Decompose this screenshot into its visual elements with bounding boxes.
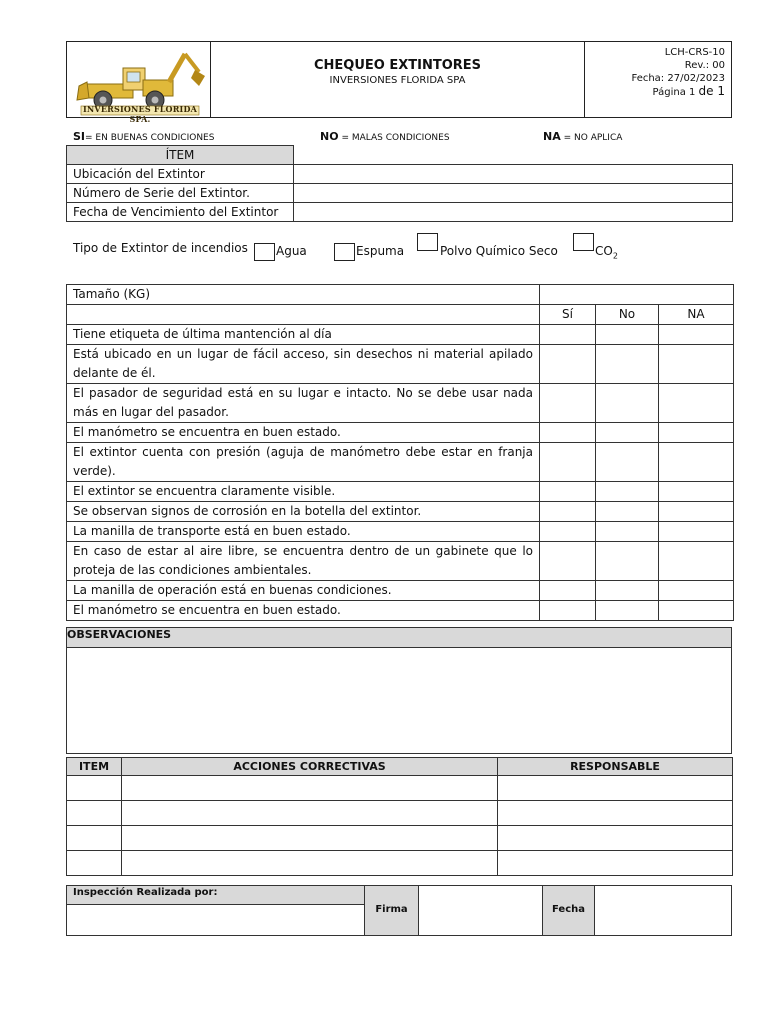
type-option-co2 <box>595 244 618 260</box>
document-code: LCH-CRS-10 <box>664 47 725 58</box>
type-option-espuma: Espuma <box>356 244 405 258</box>
document-meta <box>585 42 731 117</box>
checklist-question: El extintor cuenta con presión (aguja de manómetro debe estar en franja verde). <box>67 443 540 482</box>
answer-si-cell[interactable] <box>540 522 596 542</box>
answer-si-cell[interactable] <box>540 601 596 621</box>
answer-si-cell[interactable] <box>540 423 596 443</box>
action-responsible-cell[interactable] <box>498 826 733 851</box>
info-table <box>66 145 733 222</box>
document-date: Fecha: 27/02/2023 <box>631 73 725 84</box>
legend-si <box>73 130 214 143</box>
type-checkbox-co2[interactable] <box>573 233 594 251</box>
answer-si-cell[interactable] <box>540 482 596 502</box>
observations-title: OBSERVACIONES <box>67 628 731 648</box>
checklist-row <box>67 482 734 502</box>
co2-subscript: 2 <box>612 251 618 261</box>
observations-field[interactable] <box>67 648 731 754</box>
signature-field[interactable] <box>419 886 543 935</box>
answer-no-cell[interactable] <box>596 325 659 345</box>
inspected-by-label: Inspección Realizada por: <box>73 887 218 898</box>
type-checkbox-agua[interactable] <box>254 243 275 261</box>
answer-si-cell[interactable] <box>540 384 596 423</box>
action-responsible-cell[interactable] <box>498 776 733 801</box>
inspector-name-field[interactable] <box>67 905 365 935</box>
page-indicator <box>585 85 725 99</box>
col-si: Sí <box>540 305 596 325</box>
type-label: Tipo de Extintor de incendios <box>73 241 248 255</box>
checklist-question: La manilla de operación está en buenas condiciones. <box>67 581 540 601</box>
document-header <box>66 41 732 124</box>
company-name: INVERSIONES FLORIDA SPA <box>329 75 466 86</box>
answer-na-cell[interactable] <box>659 522 734 542</box>
legend-si-text: = EN BUENAS CONDICIONES <box>85 133 215 143</box>
checklist-table <box>66 284 734 621</box>
checklist-question: La manilla de transporte está en buen estado. <box>67 522 540 542</box>
actions-col-responsible: RESPONSABLE <box>498 758 733 776</box>
action-description-cell[interactable] <box>122 776 498 801</box>
checklist-row <box>67 384 734 423</box>
checklist-row <box>67 542 734 581</box>
answer-no-cell[interactable] <box>596 443 659 482</box>
checklist-question: Se observan signos de corrosión en la botella del extintor. <box>67 502 540 522</box>
answer-na-cell[interactable] <box>659 542 734 581</box>
answer-si-cell[interactable] <box>540 542 596 581</box>
logo-cell <box>67 42 211 124</box>
type-checkbox-pqs[interactable] <box>417 233 438 251</box>
info-header-blank <box>294 146 733 165</box>
col-na: NA <box>659 305 734 325</box>
signature-block <box>66 885 732 936</box>
checklist-question: El manómetro se encuentra en buen estado. <box>67 423 540 443</box>
checklist-row <box>67 423 734 443</box>
legend-no <box>320 130 450 143</box>
action-row <box>67 776 733 801</box>
info-label: Fecha de Vencimiento del Extintor <box>67 203 294 222</box>
answer-na-cell[interactable] <box>659 581 734 601</box>
answer-no-cell[interactable] <box>596 522 659 542</box>
location-field[interactable] <box>294 165 733 184</box>
actions-header-row <box>67 758 733 776</box>
column-header-row <box>67 305 734 325</box>
action-description-cell[interactable] <box>122 826 498 851</box>
legend-na <box>543 130 622 143</box>
action-item-cell[interactable] <box>67 851 122 876</box>
corrective-actions-table <box>66 757 733 876</box>
answer-si-cell[interactable] <box>540 581 596 601</box>
checklist-question: En caso de estar al aire libre, se encuentra dentro de un gabinete que lo proteja de las condiciones ambientales. <box>67 542 540 581</box>
answer-no-cell[interactable] <box>596 423 659 443</box>
checklist-question: Tiene etiqueta de última mantención al día <box>67 325 540 345</box>
action-row <box>67 851 733 876</box>
signature-label: Firma <box>375 904 408 915</box>
size-row <box>67 285 734 305</box>
info-label: Ubicación del Extintor <box>67 165 294 184</box>
document-title: CHEQUEO EXTINTORES <box>313 58 482 73</box>
checklist-row <box>67 443 734 482</box>
answer-no-cell[interactable] <box>596 502 659 522</box>
answer-no-cell[interactable] <box>596 601 659 621</box>
info-header: ÍTEM <box>67 146 294 165</box>
answer-no-cell[interactable] <box>596 384 659 423</box>
legend-si-key: SI <box>73 130 86 143</box>
checklist-question: El extintor se encuentra claramente visible. <box>67 482 540 502</box>
info-label: Número de Serie del Extintor. <box>67 184 294 203</box>
size-label: Tamaño (KG) <box>67 285 540 305</box>
legend-na-text: = NO APLICA <box>563 133 623 143</box>
co2-main: CO <box>595 244 613 258</box>
legend-no-key: NO <box>320 130 339 143</box>
column-header-blank <box>67 305 540 325</box>
logo-text: INVERSIONES FLORIDA SPA. <box>82 104 198 124</box>
info-row <box>67 203 733 222</box>
action-item-cell[interactable] <box>67 826 122 851</box>
checklist-question: El pasador de seguridad está en su lugar e intacto. No se debe usar nada más en lugar del pasador. <box>67 384 540 423</box>
answer-no-cell[interactable] <box>596 581 659 601</box>
type-option-agua: Agua <box>276 244 307 258</box>
signature-label-cell <box>365 886 419 935</box>
answer-na-cell[interactable] <box>659 482 734 502</box>
checklist-row <box>67 601 734 621</box>
type-checkbox-espuma[interactable] <box>334 243 355 261</box>
legend-no-text: = MALAS CONDICIONES <box>341 133 450 143</box>
date-label: Fecha <box>551 904 585 915</box>
answer-na-cell[interactable] <box>659 601 734 621</box>
inspected-by-label-cell <box>67 886 365 905</box>
action-item-cell[interactable] <box>67 801 122 826</box>
actions-col-item: ITEM <box>67 758 122 776</box>
action-description-cell[interactable] <box>122 851 498 876</box>
info-row <box>67 184 733 203</box>
checklist-question: El manómetro se encuentra en buen estado. <box>67 601 540 621</box>
expiration-date-field[interactable] <box>294 203 733 222</box>
size-field[interactable] <box>540 285 734 305</box>
date-field[interactable] <box>595 886 731 935</box>
col-no: No <box>596 305 659 325</box>
page-suffix: de 1 <box>698 84 725 98</box>
answer-na-cell[interactable] <box>659 502 734 522</box>
action-row <box>67 826 733 851</box>
answer-na-cell[interactable] <box>659 325 734 345</box>
answer-na-cell[interactable] <box>659 384 734 423</box>
title-cell <box>211 42 585 117</box>
legend-na-key: NA <box>543 130 561 143</box>
answer-si-cell[interactable] <box>540 502 596 522</box>
document-revision: Rev.: 00 <box>684 60 725 71</box>
checklist-row <box>67 325 734 345</box>
answer-na-cell[interactable] <box>659 345 734 384</box>
checklist-row <box>67 581 734 601</box>
type-option-pqs: Polvo Químico Seco <box>440 244 558 258</box>
checklist-row <box>67 502 734 522</box>
answer-no-cell[interactable] <box>596 345 659 384</box>
info-row <box>67 165 733 184</box>
checklist-row <box>67 522 734 542</box>
answer-si-cell[interactable] <box>540 345 596 384</box>
answer-si-cell[interactable] <box>540 443 596 482</box>
date-label-cell <box>543 886 595 935</box>
page-prefix: Página 1 <box>652 87 696 98</box>
answer-no-cell[interactable] <box>596 482 659 502</box>
info-header-row <box>67 146 733 165</box>
answer-na-cell[interactable] <box>659 443 734 482</box>
answer-na-cell[interactable] <box>659 423 734 443</box>
action-description-cell[interactable] <box>122 801 498 826</box>
serial-number-field[interactable] <box>294 184 733 203</box>
checklist-row <box>67 345 734 384</box>
actions-col-actions: ACCIONES CORRECTIVAS <box>122 758 498 776</box>
observations-box <box>66 627 732 754</box>
checklist-question: Está ubicado en un lugar de fácil acceso, sin desechos ni material apilado delante de él. <box>67 345 540 384</box>
action-responsible-cell[interactable] <box>498 801 733 826</box>
action-item-cell[interactable] <box>67 776 122 801</box>
action-responsible-cell[interactable] <box>498 851 733 876</box>
answer-si-cell[interactable] <box>540 325 596 345</box>
action-row <box>67 801 733 826</box>
answer-no-cell[interactable] <box>596 542 659 581</box>
